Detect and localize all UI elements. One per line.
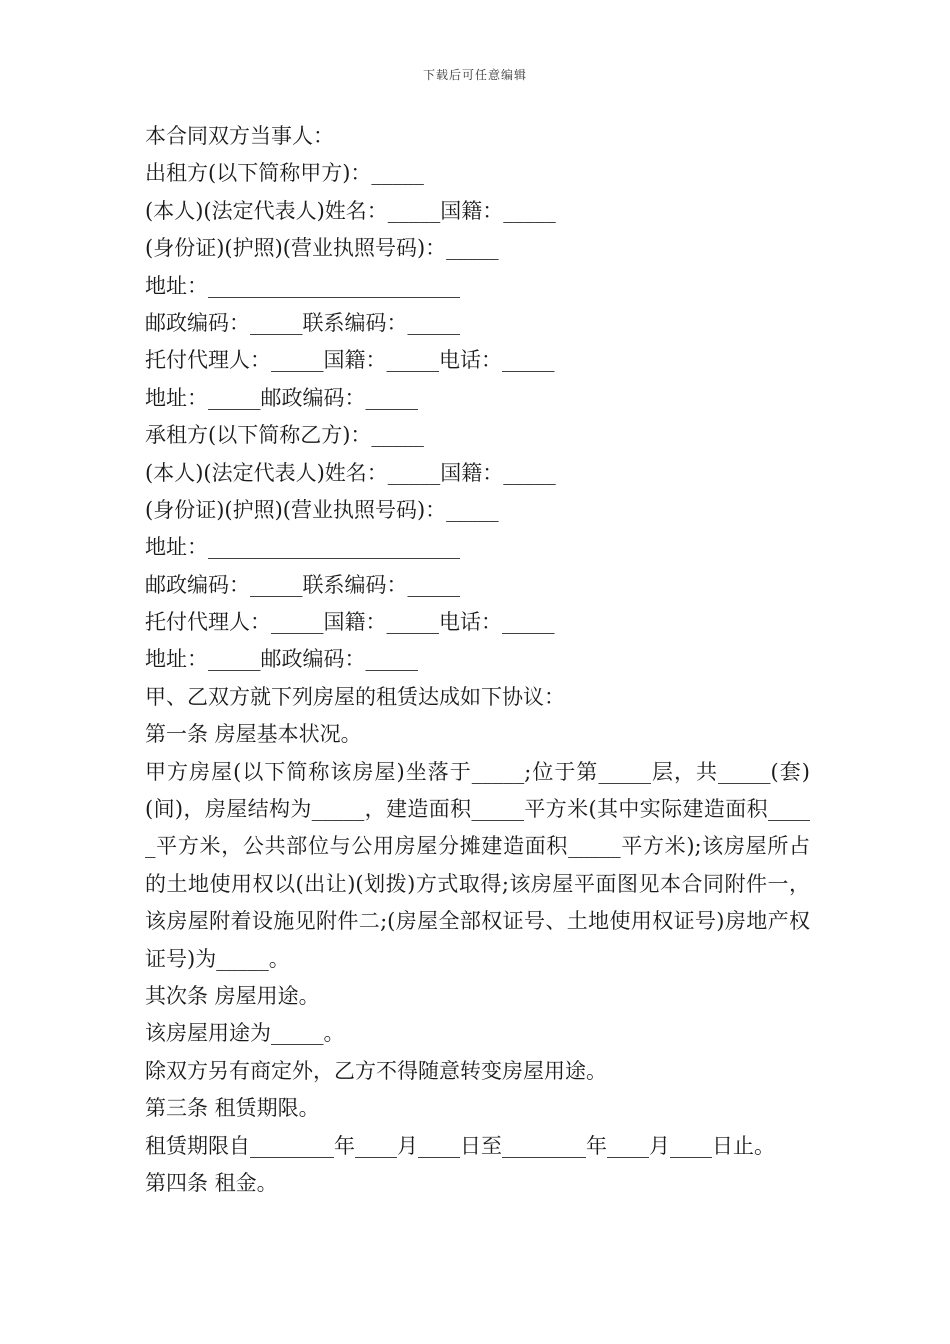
lessee-postcode-contact: 邮政编码：_____联系编码：_____ xyxy=(145,572,460,597)
lessee-heading: 承租方(以下简称乙方)：_____ xyxy=(145,423,424,448)
lessor-address: 地址：________________________ xyxy=(145,273,460,298)
lessor-id-number: (身份证)(护照)(营业执照号码)：_____ xyxy=(145,236,499,261)
article-2-restriction: 除双方另有商定外，乙方不得随意转变房屋用途。 xyxy=(145,1058,607,1083)
contract-body xyxy=(145,118,810,1202)
lessee-agent: 托付代理人：_____国籍：_____电话：_____ xyxy=(145,610,555,635)
agreement-intro: 甲、乙双方就下列房屋的租赁达成如下协议： xyxy=(145,684,565,709)
article-2-title: 其次条 房屋用途。 xyxy=(145,984,320,1009)
article-4-title: 第四条 租金。 xyxy=(145,1171,278,1196)
parties-intro: 本合同双方当事人： xyxy=(145,124,334,148)
lessor-agent-address: 地址：_____邮政编码：_____ xyxy=(145,385,418,410)
lessor-postcode-contact: 邮政编码：_____联系编码：_____ xyxy=(145,310,460,335)
article-3-title: 第三条 租赁期限。 xyxy=(145,1096,320,1121)
article-1-body: 甲方房屋(以下简称该房屋)坐落于_____;位于第_____层，共_____(套)(间)，房屋结构为_____，建造面积_____平方米(其中实际建造面积_____平方米，公共部位与公用房屋分摊建造面积_____平方米);该房屋所占的土地使用权以(出让)(划拨)方式取得;该房屋平面图见本合同附件一，该房屋附着设施见附件二;(房屋全部权证号、土地使用权证号)房地产权证号)为_____。 xyxy=(145,759,810,971)
article-2-usage: 该房屋用途为_____。 xyxy=(145,1021,345,1046)
lessor-heading: 出租方(以下简称甲方)：_____ xyxy=(145,161,424,186)
page-header: 下载后可任意编辑 xyxy=(422,68,527,82)
article-3-body: 租赁期限自________年____月____日至________年____月____日止。 xyxy=(145,1133,775,1158)
article-1-title: 第一条 房屋基本状况。 xyxy=(145,722,362,747)
lessee-agent-address: 地址：_____邮政编码：_____ xyxy=(145,647,418,672)
lessee-address: 地址：________________________ xyxy=(145,535,460,560)
lessee-name-nationality: (本人)(法定代表人)姓名：_____国籍：_____ xyxy=(145,460,556,485)
lessee-id-number: (身份证)(护照)(营业执照号码)：_____ xyxy=(145,497,499,522)
lessor-name-nationality: (本人)(法定代表人)姓名：_____国籍：_____ xyxy=(145,198,556,223)
lessor-agent: 托付代理人：_____国籍：_____电话：_____ xyxy=(145,348,555,373)
